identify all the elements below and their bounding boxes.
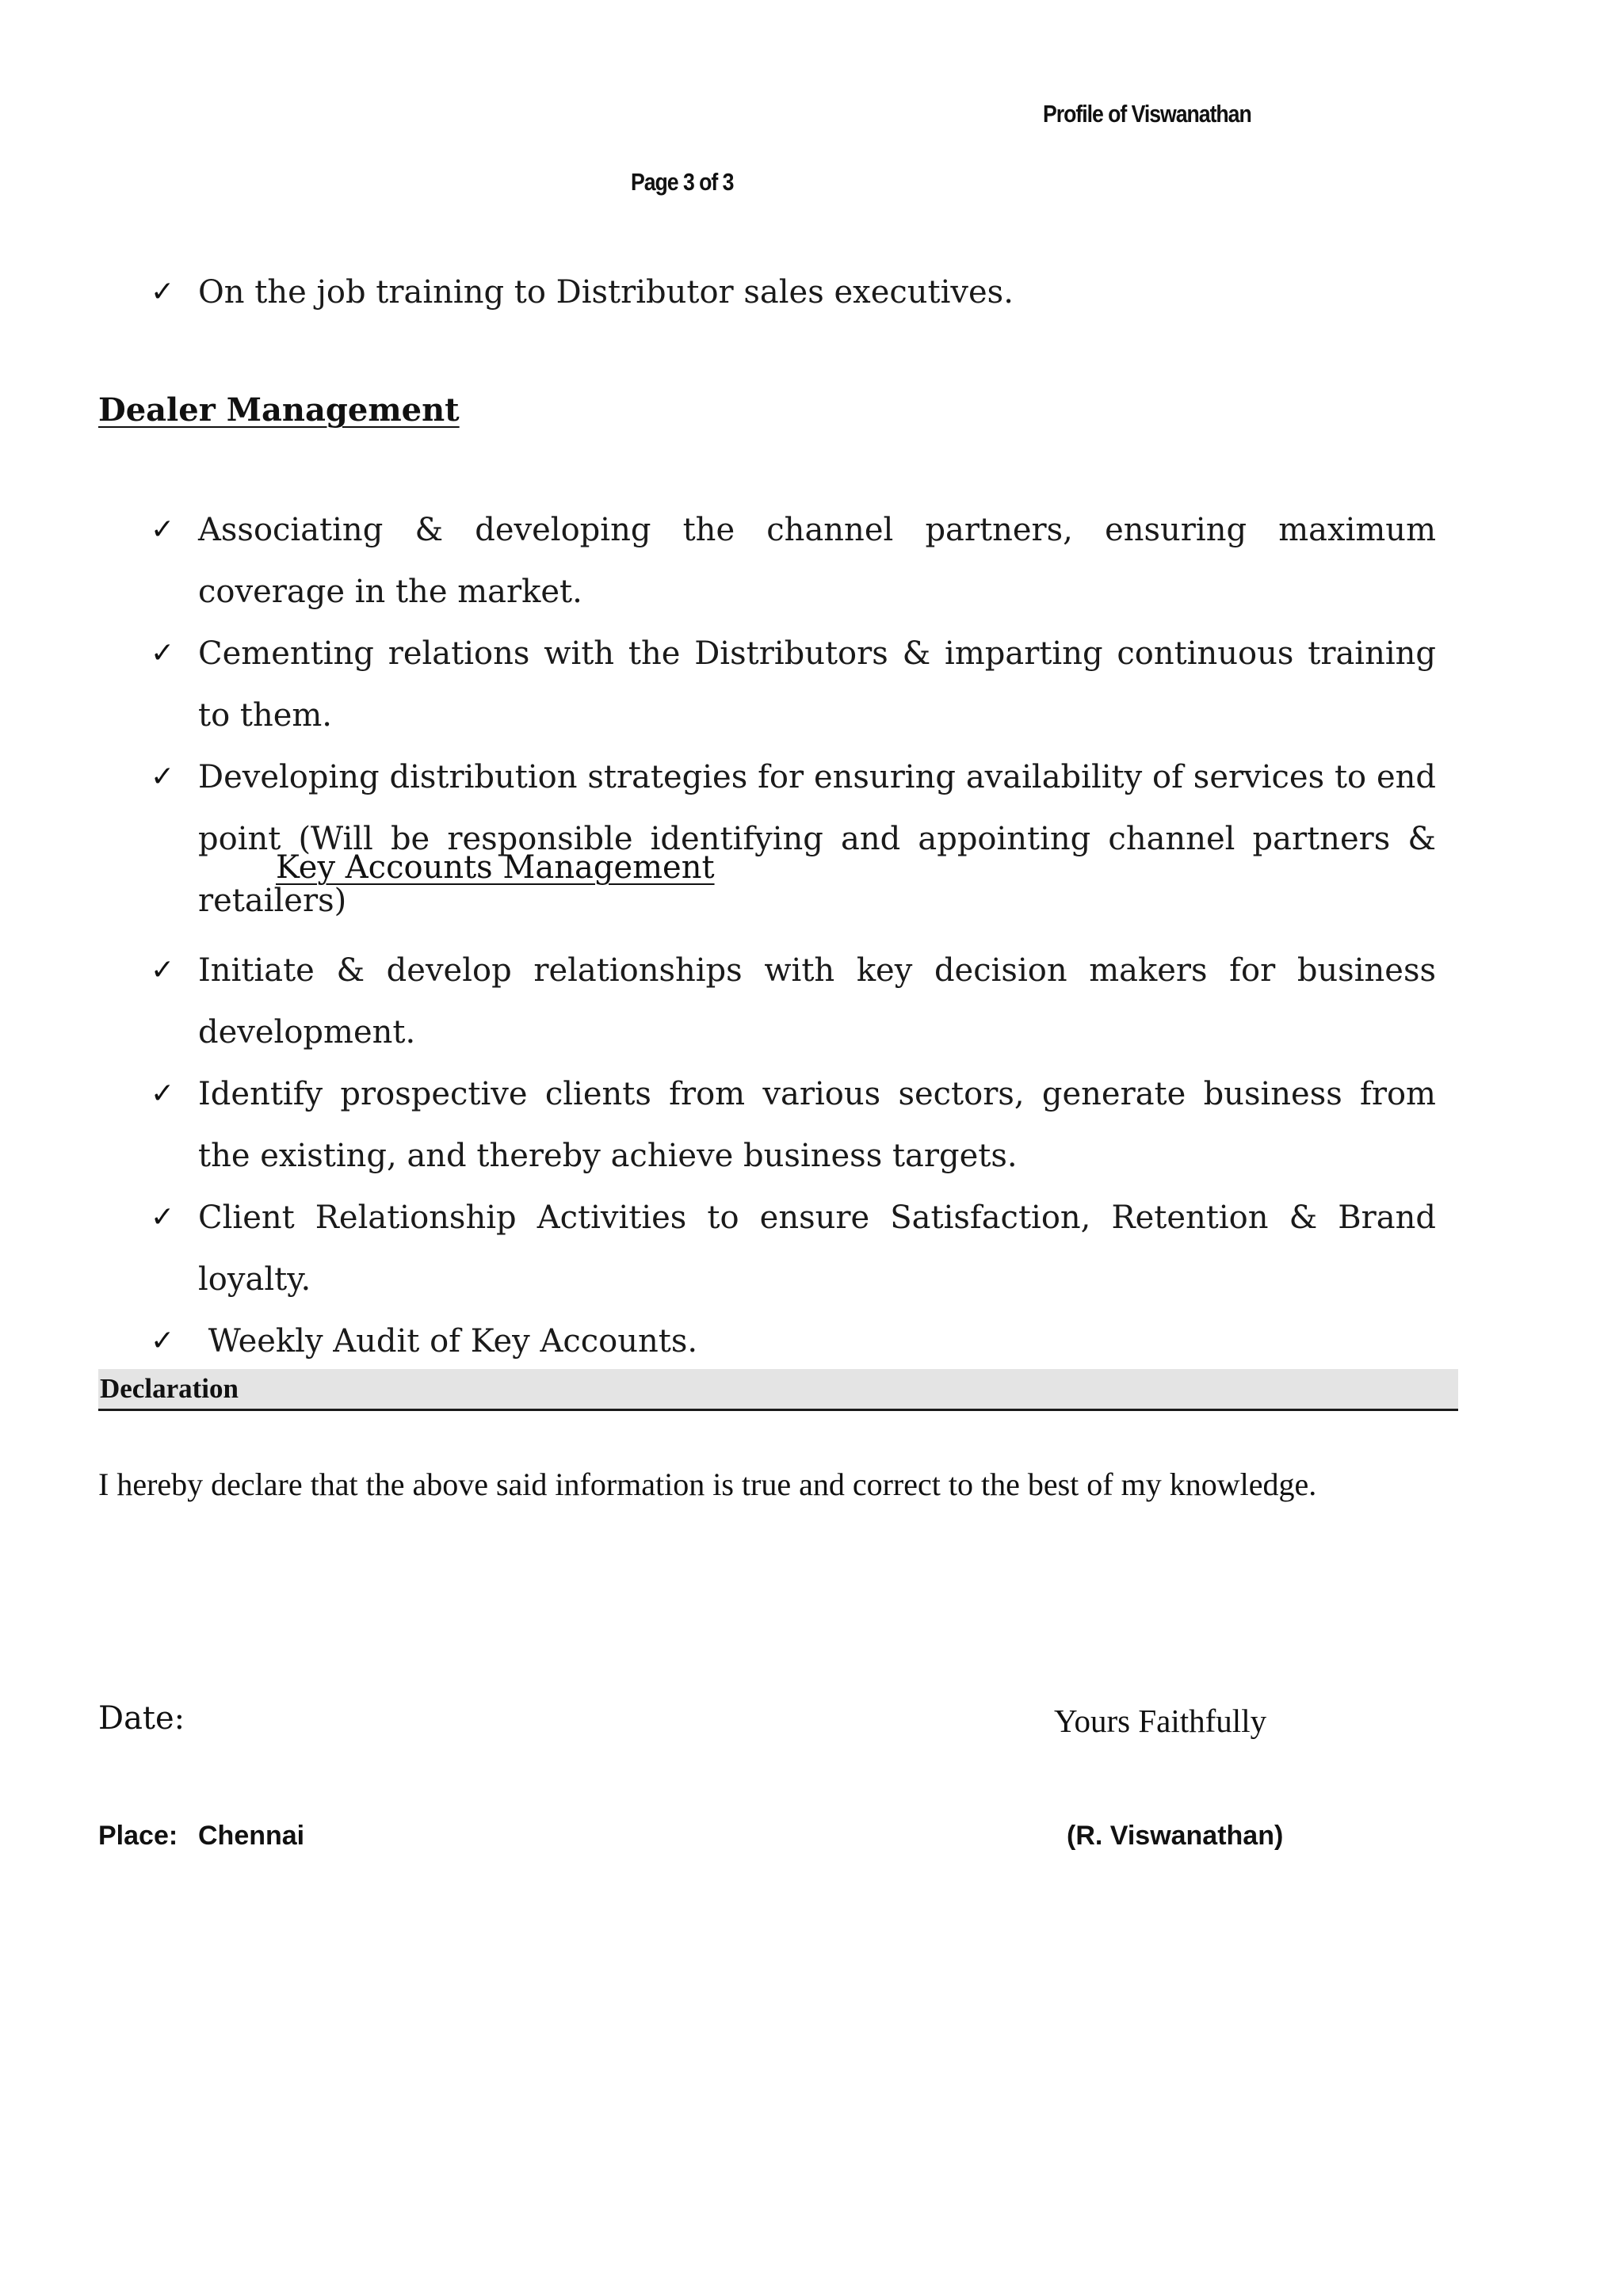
list-item [151,623,1436,746]
place-row [98,1821,304,1852]
declaration-text: I hereby declare that the above said information is true and correct to the best of my knowledge. [98,1466,1317,1502]
check-mark-icon: ✓ [151,1201,175,1234]
list-item [151,1310,1436,1372]
list-item-text: Identify prospective clients from various sectors, generate business from the existing, and thereby achieve business targets. [198,1076,1436,1174]
list-item-text: On the job training to Distributor sales executives. [198,274,1014,311]
place-value: Chennai [198,1821,305,1851]
key-accounts-list [151,940,1436,1372]
list-item [151,940,1436,1063]
place-label: Place: [98,1821,178,1851]
list-item-text: Developing distribution strategies for ensuring availability of services to end point (Will be responsible identifying and appointing channel partners & retailers) [198,759,1436,919]
list-item [151,261,1436,323]
list-item [151,1187,1436,1310]
dealer-management-heading: Dealer Management [98,391,460,429]
check-mark-icon: ✓ [151,513,175,546]
list-item [151,1063,1436,1187]
check-mark-icon: ✓ [151,761,175,793]
list-item-text: Client Relationship Activities to ensure Satisfaction, Retention & Brand loyalty. [198,1199,1436,1298]
check-mark-icon: ✓ [151,954,175,986]
declaration-title: Declaration [100,1373,239,1404]
declaration-bar [98,1369,1458,1411]
profile-header: Profile of Viswanathan [1043,100,1251,128]
intro-list [151,261,1436,323]
list-item [151,499,1436,623]
check-mark-icon: ✓ [151,1077,175,1110]
closing-text: Yours Faithfully [1054,1703,1267,1739]
check-mark-icon: ✓ [151,1325,175,1357]
check-mark-icon: ✓ [151,637,175,669]
signature-name: (R. Viswanathan) [1067,1821,1284,1851]
date-label: Date: [98,1700,185,1737]
list-item-text: Associating & developing the channel partners, ensuring maximum coverage in the market. [198,512,1436,610]
page-number: Page 3 of 3 [631,168,734,196]
key-accounts-heading: Key Accounts Management [276,849,715,886]
list-item-text: Weekly Audit of Key Accounts. [198,1323,698,1360]
list-item-text: Initiate & develop relationships with key decision makers for business development. [198,952,1436,1051]
list-item [151,746,1436,932]
list-item-text: Cementing relations with the Distributors & imparting continuous training to them. [198,635,1436,734]
check-mark-icon: ✓ [151,276,175,308]
